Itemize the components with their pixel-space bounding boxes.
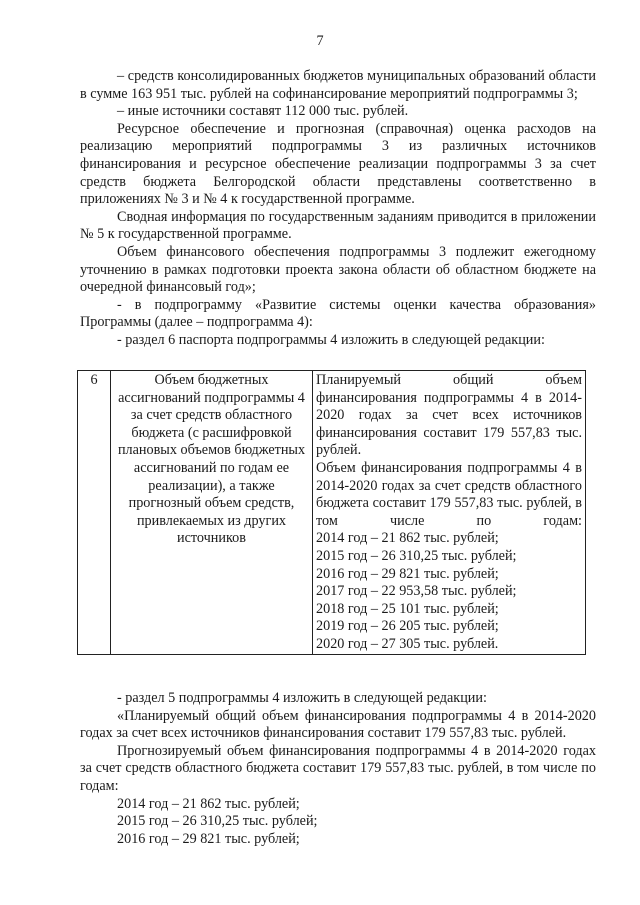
paragraph-resource-support: Ресурсное обеспечение и прогнозная (справочная) оценка расходов на реализацию мероприятий подпрограммы 3 из различных источников финансирования и ресурсное обеспечение реализации подпрограммы 3 за счет средств бюджета Белгородской области представлены соответственно в приложениях № 3 и № 4 к государственной программе. [80, 120, 596, 208]
paragraph-state-assignments: Сводная информация по государственным заданиям приводится в приложении № 5 к государственной программе. [80, 208, 596, 243]
passport-table [77, 370, 586, 655]
year-line: 2015 год – 26 310,25 тыс. рублей; [316, 547, 517, 564]
paragraph-planned-total: «Планируемый общий объем финансирования подпрограммы 4 в 2014-2020 годах за счет всех источников финансирования составит 179 557,83 тыс. рублей. [80, 707, 596, 742]
paragraph-forecast-budget: Прогнозируемый объем финансирования подпрограммы 4 в 2014-2020 годах за счет средств областного бюджета составит 179 557,83 тыс. рублей, в том числе по годам: [80, 742, 596, 794]
value-budget: Объем финансирования подпрограммы 4 в 2014-2020 годах за счет средств областного бюджета составит 179 557,83 тыс. рублей, в том числе по годам: [316, 459, 582, 529]
year-line: 2016 год – 29 821 тыс. рублей; [117, 830, 300, 847]
value-intro: Планируемый общий объем финансирования подпрограммы 4 в 2014-2020 годах за счет всех источников финансирования составит 179 557,83 тыс. рублей. [316, 372, 582, 459]
year-line: 2020 год – 27 305 тыс. рублей. [316, 635, 499, 652]
paragraph-financing-refinement: Объем финансового обеспечения подпрограммы 3 подлежит ежегодному уточнению в рамках подготовки проекта закона области об областном бюджете на очередной финансовый год»; [80, 243, 596, 296]
row-name-cell: Объем бюджетных ассигнований подпрограммы 4 за счет средств областного бюджета (с расшифровкой плановых объемов бюджетных ассигнований по годам ее реализации), а также прогнозный объем средств, привлекаемых из других источников [111, 371, 313, 655]
page-number: 7 [316, 33, 324, 49]
paragraph-subprogram-4-intro: - в подпрограмму «Развитие системы оценки качества образования» Программы (далее – подпрограмма 4): [80, 296, 596, 331]
paragraph-other-sources: – иные источники составят 112 000 тыс. рублей. [117, 103, 409, 120]
year-line: 2016 год – 29 821 тыс. рублей; [316, 565, 499, 582]
row-value-cell [313, 371, 586, 655]
year-line: 2018 год – 25 101 тыс. рублей; [316, 600, 499, 617]
year-line: 2014 год – 21 862 тыс. рублей; [117, 795, 300, 812]
paragraph-section-6-instruction: - раздел 6 паспорта подпрограммы 4 изложить в следующей редакции: [117, 331, 545, 348]
year-line: 2015 год – 26 310,25 тыс. рублей; [117, 813, 318, 830]
year-line: 2019 год – 26 205 тыс. рублей; [316, 618, 499, 635]
year-line: 2014 год – 21 862 тыс. рублей; [316, 530, 499, 547]
table-row [78, 371, 586, 655]
top-text-block [80, 68, 596, 350]
paragraph-section-5-instruction: - раздел 5 подпрограммы 4 изложить в следующей редакции: [117, 690, 487, 706]
bottom-text-block [80, 690, 596, 848]
paragraph-municipal-budgets: – средств консолидированных бюджетов муниципальных образований области в сумме 163 951 тыс. рублей на софинансирование мероприятий подпрограммы 3; [80, 68, 596, 102]
row-number-cell: 6 [78, 371, 111, 655]
year-line: 2017 год – 22 953,58 тыс. рублей; [316, 583, 517, 600]
